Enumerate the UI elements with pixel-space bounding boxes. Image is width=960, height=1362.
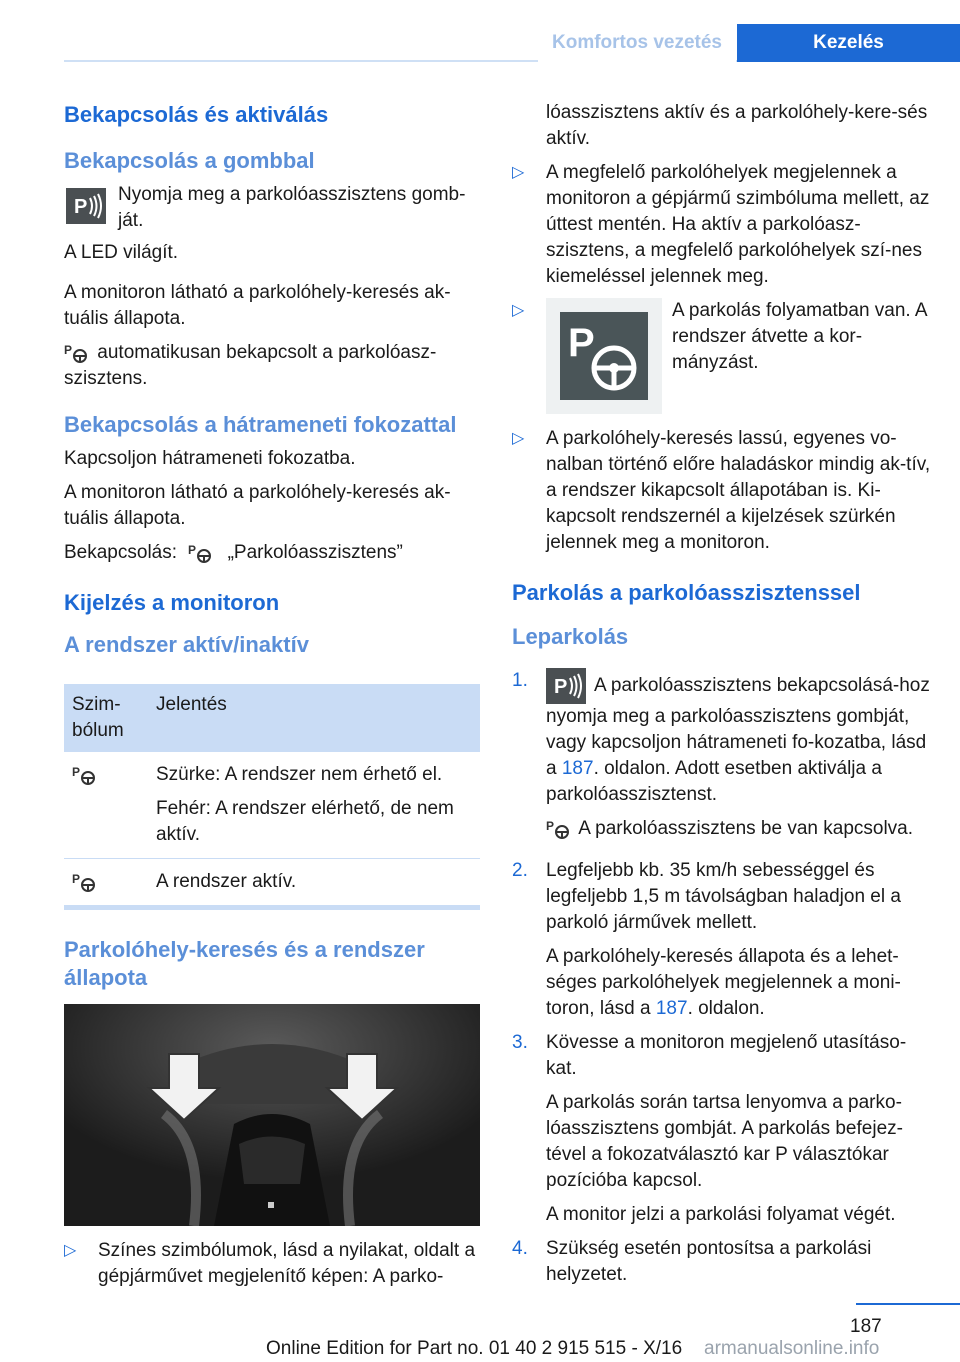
step-number: 2. (512, 860, 528, 881)
heading-activation: Bekapcsolás és aktiválás (64, 102, 329, 127)
svg-text:P: P (568, 321, 595, 365)
list-item (512, 298, 932, 414)
heading-button: Bekapcsolás a gombbal (64, 148, 315, 173)
bullet-text: A megfelelő parkolóhelyek megjelennek a monitoron a gépjármű szimbóluma mellett, az úttest mentén. Ha aktív a parkolóasz-szisztens, a megfelelő parkolóhelyek szí-nes kiemeléssel jelennek meg. (546, 162, 930, 287)
list-item (64, 1238, 484, 1290)
step3-text-c: A monitor jelzi a parkolási folyamat végét. (546, 1204, 896, 1225)
page-link[interactable]: 187 (561, 758, 594, 779)
heading-status: A rendszer aktív/inaktív (64, 632, 309, 657)
footer-rule (856, 1303, 960, 1305)
bullet-text: A parkolás folyamatban van. A rendszer átvette a kor-mányzást. (672, 300, 927, 373)
auto-on-text (64, 340, 484, 392)
page-link[interactable]: 187 (655, 998, 688, 1019)
car-parking-photo (64, 1004, 480, 1226)
parking-steering-icon (64, 342, 92, 364)
right-column (512, 100, 932, 1296)
triangle-bullet-icon: ▷ (512, 430, 525, 447)
heading-leave: Leparkolás (512, 624, 629, 649)
reverse-text: Kapcsoljon hátrameneti fokozatba. (64, 448, 356, 469)
svg-text:P: P (188, 542, 197, 557)
step-number: 4. (512, 1238, 528, 1259)
parking-steering-icon (546, 818, 574, 840)
parking-steering-icon (188, 542, 216, 564)
svg-text:P: P (72, 764, 81, 779)
online-edition: Online Edition for Part no. 01 40 2 915 515 - X/16 (266, 1338, 683, 1359)
heading-search-state: Parkolóhely-keresés és a rendszer állapota (64, 937, 425, 990)
header-tab-operation[interactable]: Kezelés (737, 24, 960, 62)
heading-parking: Parkolás a parkolóasszisztenssel (512, 580, 861, 605)
table-row (64, 859, 480, 906)
enable-label: Bekapcsolás: (64, 542, 178, 563)
parking-steering-large-icon (546, 298, 662, 414)
list-item (512, 426, 932, 556)
row1-white: Fehér: A rendszer elérhető, de nem aktív. (156, 798, 454, 845)
list-item (512, 668, 932, 850)
triangle-bullet-icon: ▷ (512, 302, 525, 319)
list-item (512, 1236, 932, 1288)
list-item (512, 160, 932, 290)
left-column (64, 100, 484, 1298)
svg-text:P: P (546, 818, 555, 833)
step3-text-b: A parkolás során tartsa lenyomva a parko-lóasszisztens gombját. A parkolás befejez-tével a fokozatválasztó kar P választókar pozícióba kapcsol. (546, 1092, 903, 1191)
park-assist-button-icon (66, 188, 106, 224)
led-text: A LED világít. (64, 242, 179, 263)
status-table (64, 684, 480, 905)
step2-text: Legfeljebb kb. 35 km/h sebességgel és legfeljebb 1,5 m távolságban haladjon el a parkoló járművek mellett. (546, 860, 901, 933)
parking-active-icon (72, 871, 100, 893)
row2-active: A rendszer aktív. (156, 871, 297, 892)
header-tab-comfort[interactable]: Komfortos vezetés (538, 24, 736, 62)
step1-sub (546, 816, 932, 842)
table-head-symbol: Szim-bólum (64, 684, 148, 752)
row1-gray: Szürke: A rendszer nem érhető el. (156, 764, 443, 785)
step-number: 1. (512, 670, 528, 691)
step2-text-b: A parkolóhely-keresés állapota és a lehet-séges parkolóhelyek megjelennek a moni-toron, lásd a (546, 946, 901, 1019)
step1-sub-text: A parkolóasszisztens be van kapcsolva. (578, 818, 914, 839)
auto-on-label: automatikusan bekapcsolt a parkolóasz-szisztens. (64, 342, 437, 389)
svg-text:P: P (72, 871, 81, 886)
step3-text: Kövesse a monitoron megjelenő utasításo-kat. (546, 1032, 907, 1079)
watermark: armanualsonline.info (704, 1338, 880, 1359)
table-row (64, 752, 480, 859)
press-text: Nyomja meg a parkolóasszisztens gomb-ját. (118, 184, 466, 231)
page-number: 187 (850, 1316, 882, 1337)
enable-value: „Parkolóasszisztens” (227, 542, 403, 563)
step1-text: A parkolóasszisztens bekapcsolásá-hoz nyomja meg a parkolóasszisztens gombját, vagy kapcsoljon hátrameneti fo-kozatba, lásd a (546, 675, 930, 779)
monitor-text-2: A monitoron látható a parkolóhely-keresés ak-tuális állapota. (64, 482, 451, 529)
table-head-meaning: Jelentés (148, 684, 480, 752)
parking-steering-icon (72, 764, 100, 786)
svg-text:P: P (64, 342, 73, 357)
list-item (512, 858, 932, 1022)
triangle-bullet-icon: ▷ (64, 1242, 77, 1259)
step2-text-c: . oldalon. (687, 998, 765, 1019)
enable-line (64, 540, 484, 566)
monitor-text-1: A monitoron látható a parkolóhely-keresés ak-tuális állapota. (64, 282, 451, 329)
bullet-text: A parkolóhely-keresés lassú, egyenes vo-nalban történő előre haladáskor mindig ak-tív, a rendszer kikapcsolt állapotában is. Ki-kapcsolt rendszernél a kijelzések szürkén jelennek meg a monitoron. (546, 428, 931, 553)
table-bottom-rule (64, 905, 480, 910)
step4-text: Szükség esetén pontosítsa a parkolási helyzetet. (546, 1238, 872, 1285)
bullet-continuation: lóasszisztens aktív és a parkolóhely-kere-sés aktív. (546, 102, 928, 149)
step1-text-b: . oldalon. Adott esetben aktiválja a parkolóasszisztenst. (546, 758, 882, 805)
step-number: 3. (512, 1032, 528, 1053)
button-instruction (64, 182, 484, 234)
triangle-bullet-icon: ▷ (512, 164, 525, 181)
list-item (512, 1030, 932, 1228)
svg-text:P: P (554, 676, 568, 698)
park-assist-button-icon (546, 668, 586, 704)
heading-reverse: Bekapcsolás a hátrameneti fokozattal (64, 412, 457, 437)
bullet-text: Színes szimbólumok, lásd a nyilakat, oldalt a gépjárművet megjelenítő képen: A parko- (98, 1240, 476, 1287)
svg-text:P: P (74, 196, 88, 218)
heading-display: Kijelzés a monitoron (64, 590, 280, 615)
